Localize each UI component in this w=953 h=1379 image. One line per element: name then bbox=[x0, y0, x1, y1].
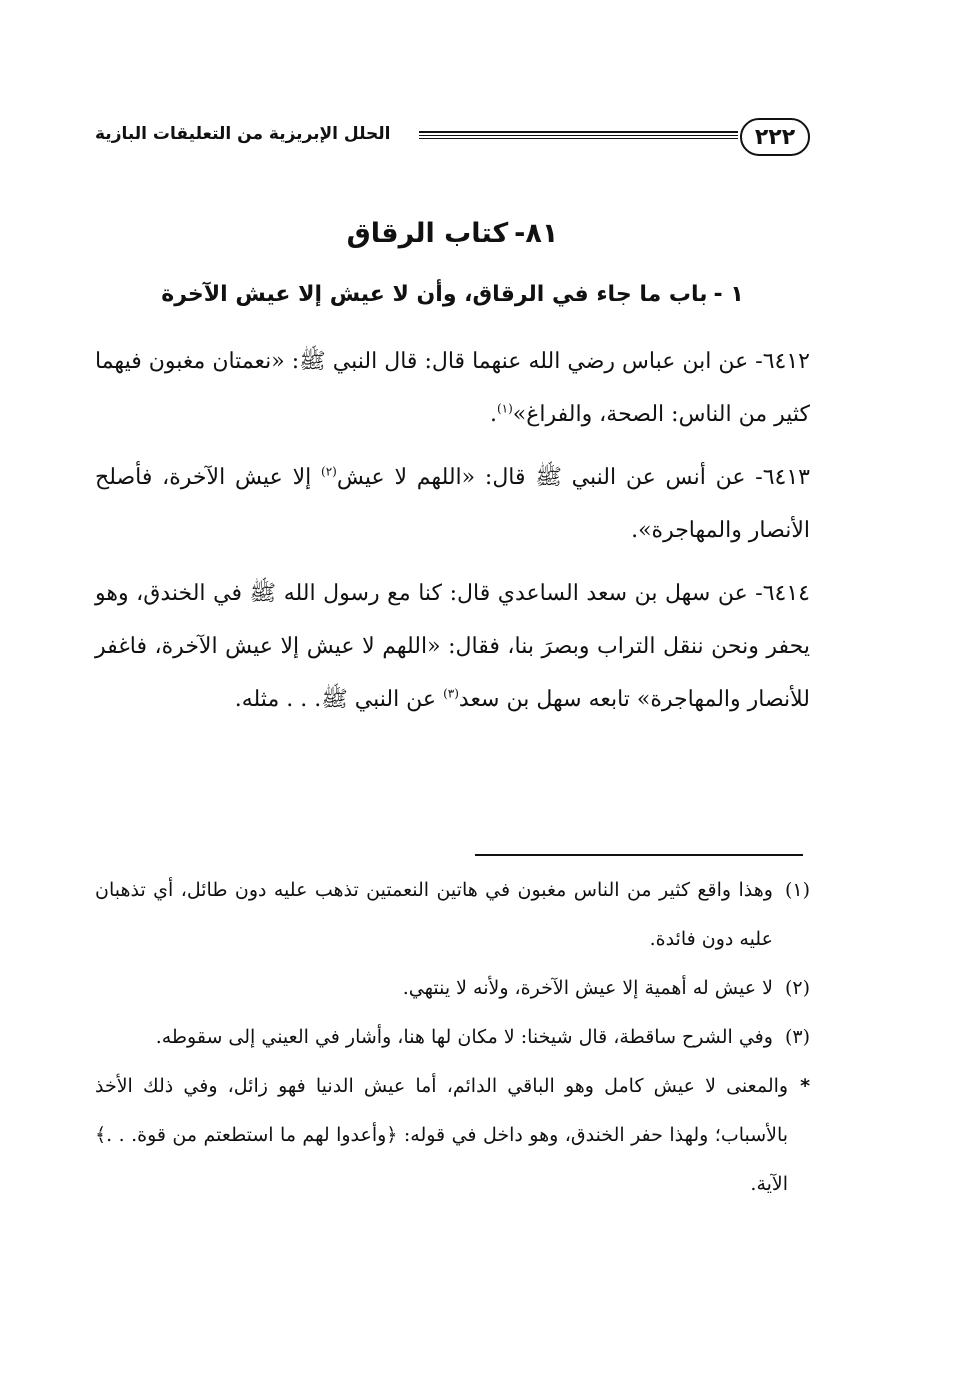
running-title: الحلل الإبريزية من التعليقات البازية bbox=[95, 124, 391, 144]
footnote-ref[interactable]: (٣) bbox=[443, 686, 459, 701]
footnote-marker: (٢) bbox=[784, 977, 810, 999]
hadith-text: عن أنس عن النبي ﷺ قال: «اللهم لا عيش bbox=[336, 465, 746, 490]
header-rule bbox=[419, 131, 738, 143]
footnote-text: والمعنى لا عيش كامل وهو الباقي الدائم، أما عيش الدنيا فهو زائل، وفي ذلك الأخذ بالأسباب؛ ولهذا حفر الخندق، وهو داخل في قوله: ﴿وأعدوا لهم ما استطعتم من قوة. . .﴾ الآية. bbox=[95, 1075, 789, 1195]
chapter-number: ٨١- bbox=[514, 218, 559, 249]
hadith-text: عن ابن عباس رضي الله عنهما قال: قال النبي ﷺ: «نعمتان مغبون فيهما كثير من الناس: الصحة، والفراغ» bbox=[95, 349, 810, 427]
hadith-text: عن سهل بن سعد الساعدي قال: كنا مع رسول الله ﷺ في الخندق، وهو يحفر ونحن ننقل التراب وبصرَ بنا، فقال: «اللهم لا عيش إلا عيش الآخرة، فاغفر للأنصار والمهاجرة» تابعه سهل بن سعد bbox=[95, 581, 810, 712]
section-number: ١ - bbox=[713, 282, 744, 307]
hadith-6414 bbox=[95, 567, 810, 726]
chapter-title: كتاب الرقاق bbox=[346, 218, 509, 249]
footnote-note bbox=[95, 1062, 810, 1209]
hadith-number: ٦٤١٢- bbox=[755, 349, 810, 374]
section-heading bbox=[95, 282, 810, 307]
hadith-text-end: . bbox=[489, 402, 497, 427]
footnote-2 bbox=[95, 964, 810, 1013]
footnote-text: وهذا واقع كثير من الناس مغبون في هاتين النعمتين تذهب عليه دون طائل، أي تذهبان عليه دون فائدة. bbox=[95, 879, 773, 950]
hadith-number: ٦٤١٣- bbox=[755, 465, 810, 490]
hadith-text-end: إلا عيش الآخرة، فأصلح الأنصار والمهاجرة». bbox=[95, 465, 810, 543]
footnote-text: لا عيش له أهمية إلا عيش الآخرة، ولأنه لا ينتهي. bbox=[402, 977, 773, 999]
footnote-marker: (١) bbox=[784, 879, 810, 901]
hadith-text-end: عن النبي ﷺ. . . مثله. bbox=[234, 687, 437, 712]
hadith-6413 bbox=[95, 451, 810, 557]
chapter-heading bbox=[95, 218, 810, 249]
hadith-list bbox=[95, 335, 810, 736]
footnote-1 bbox=[95, 866, 810, 964]
footnote-3 bbox=[95, 1013, 810, 1062]
hadith-6412 bbox=[95, 335, 810, 441]
footnote-separator bbox=[475, 854, 803, 856]
footnote-text: وفي الشرح ساقطة، قال شيخنا: لا مكان لها هنا، وأشار في العيني إلى سقوطه. bbox=[155, 1026, 773, 1048]
page-number: ٢٢٢ bbox=[740, 118, 810, 156]
asterisk-icon: * bbox=[800, 1075, 810, 1097]
hadith-number: ٦٤١٤- bbox=[755, 581, 810, 606]
section-title: باب ما جاء في الرقاق، وأن لا عيش إلا عيش الآخرة bbox=[161, 282, 708, 307]
footnote-ref[interactable]: (٢) bbox=[321, 464, 337, 479]
page-header bbox=[95, 118, 810, 162]
footnote-marker: (٣) bbox=[784, 1026, 810, 1048]
footnotes bbox=[95, 866, 810, 1209]
footnote-ref[interactable]: (١) bbox=[496, 401, 513, 416]
